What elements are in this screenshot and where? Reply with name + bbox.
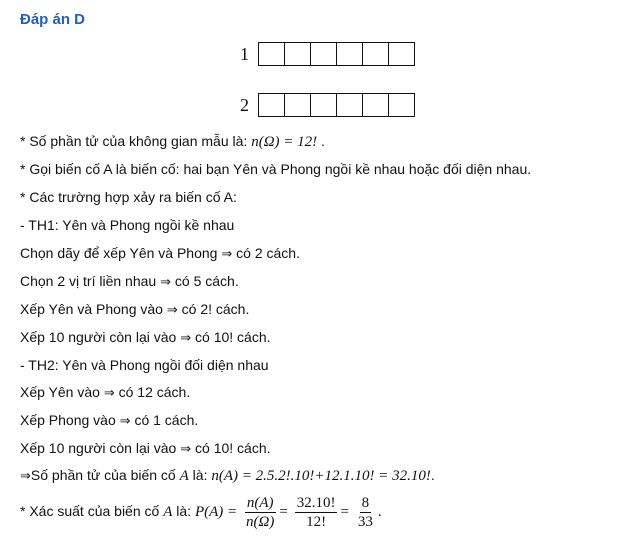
fraction-count: $\frac{32.10!}{12!}$ <box>296 495 336 530</box>
case-1-step-1: Chọn dãy để xếp Yên và Phong ⇒ có 2 cách. <box>20 245 300 262</box>
seat-row-2 <box>258 93 415 117</box>
fraction-nA-over-nOmega: $\frac{n(A)}{n(\Omega)}$ <box>246 495 275 530</box>
seat <box>363 43 389 65</box>
fraction-result: $\frac{8}{33}$ <box>357 495 373 530</box>
seat <box>285 43 311 65</box>
seat <box>337 94 363 116</box>
seat-row-1 <box>258 42 415 66</box>
case-1-title: - TH1: Yên và Phong ngồi kề nhau <box>20 217 235 233</box>
implies-arrow: ⇒ <box>20 469 31 484</box>
case-1-step-4: Xếp 10 người còn lại vào ⇒ có 10! cách. <box>20 329 271 346</box>
case-2-step-1: Xếp Yên vào ⇒ có 12 cách. <box>20 384 191 401</box>
row-1-label: 1 <box>240 44 249 64</box>
seat <box>259 94 285 116</box>
case-2-title: - TH2: Yên và Phong ngồi đối diện nhau <box>20 357 269 373</box>
case-2-step-2: Xếp Phong vào ⇒ có 1 cách. <box>20 412 199 429</box>
implies-arrow: ⇒ <box>166 303 178 318</box>
implies-arrow: ⇒ <box>221 247 233 262</box>
seat <box>337 43 363 65</box>
seat <box>363 94 389 116</box>
answer-heading: Đáp án D <box>20 11 86 28</box>
seat <box>389 43 414 65</box>
implies-arrow: ⇒ <box>119 414 131 429</box>
seat <box>311 43 337 65</box>
implies-arrow: ⇒ <box>180 331 192 346</box>
probability-line: * Xác suất của biến cố A là: P(A) = $\frac{n(A)}{n(\Omega)}$ = $\frac{32.10!}{12!}$ = $\frac{8}{33}$ . <box>20 495 382 530</box>
event-definition-line: * Gọi biến cố A là biến cố: hai bạn Yên và Phong ngồi kề nhau hoặc đối diện nhau. <box>20 161 532 177</box>
implies-arrow: ⇒ <box>180 442 192 457</box>
case-2-step-3: Xếp 10 người còn lại vào ⇒ có 10! cách. <box>20 440 271 457</box>
row-2-label: 2 <box>240 95 249 115</box>
implies-arrow: ⇒ <box>103 386 115 401</box>
seat <box>259 43 285 65</box>
event-count-line: ⇒Số phần tử của biến cố A là: n(A) = 2.5.2!.10!+12.1.10! = 32.10!. <box>20 467 435 484</box>
case-1-step-3: Xếp Yên và Phong vào ⇒ có 2! cách. <box>20 301 250 318</box>
cases-line: * Các trường hợp xảy ra biến cố A: <box>20 189 237 205</box>
case-1-step-2: Chọn 2 vị trí liền nhau ⇒ có 5 cách. <box>20 273 239 290</box>
seat <box>389 94 414 116</box>
seat <box>311 94 337 116</box>
sample-space-line: * Số phần tử của không gian mẫu là: n(Ω) = 12! . <box>20 133 325 150</box>
seat <box>285 94 311 116</box>
implies-arrow: ⇒ <box>160 275 171 290</box>
